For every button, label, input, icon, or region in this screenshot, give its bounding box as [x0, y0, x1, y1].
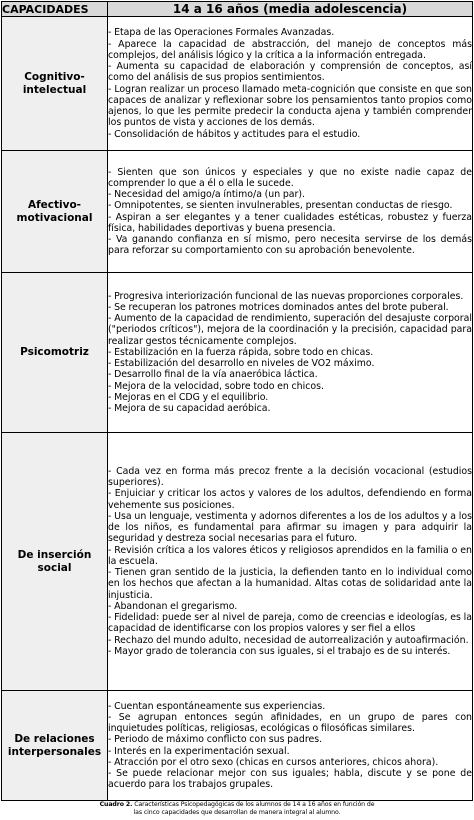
category-cell	[2, 17, 108, 151]
list-item: - Atracción por el otro sexo (chicas en cursos anteriores, chicos ahora).	[108, 756, 439, 768]
list-item: - Cada vez en forma más precoz frente a la decisión vocacional (estudios superiores).	[108, 465, 472, 489]
items-cell	[108, 17, 473, 151]
list-item: - Mejora de la velocidad, sobre todo en chicos.	[108, 380, 324, 392]
caption-text: Características Psicopedagógicas de los alumnos de 14 a 16 años en función de	[132, 801, 375, 808]
caption-text-line2: las cinco capacidades que desarrollan de manera integral al alumno.	[133, 809, 341, 816]
list-item: - Mejoras en el CDG y el equilibrio.	[108, 391, 269, 403]
caption-label: Cuadro 2.	[99, 801, 133, 808]
list-item: - Aparece la capacidad de abstracción, del manejo de conceptos más complejos, del análisis lógico y la crítica a la información entregada.	[108, 38, 472, 61]
table-row	[2, 273, 473, 433]
category-cell	[2, 151, 108, 273]
category-label: Afectivo- motivacional	[16, 198, 93, 224]
list-item: - Mejora de su capacidad aeróbica.	[108, 403, 271, 415]
list-item: - Consolidación de hábitos y actitudes para el estudio.	[108, 128, 361, 140]
header-capacidades: CAPACIDADES	[2, 2, 108, 17]
list-item: - Tienen gran sentido de la justicia, la defienden tanto en lo individual como en los hechos que afectan a la humanidad. Altas cotas de solidaridad ante la injusticia.	[108, 567, 472, 601]
table-row	[2, 151, 473, 273]
list-item: - Se recuperan los patrones motrices dominados antes del brote puberal.	[108, 301, 449, 313]
list-item: - Periodo de máximo conflicto con sus padres.	[108, 734, 323, 746]
list-item: - Cuentan espontáneamente sus experiencias.	[108, 700, 326, 712]
capacities-table	[1, 1, 473, 801]
items-cell	[108, 433, 473, 691]
list-item: - Se agrupan entonces según afinidades, en un grupo de pares con inquietudes políticas, religiosas, ecológicas o filosóficas similares.	[108, 711, 472, 734]
category-cell	[2, 273, 108, 433]
list-item: - Desarrollo final de la vía anaeróbica láctica.	[108, 369, 318, 381]
items-cell	[108, 151, 473, 273]
table-row	[2, 433, 473, 691]
list-item: - Usa un lenguaje, vestimenta y adornos diferentes a los de los adultos y a los de los niños, es fundamental para afirmar su imagen y para adquirir la seguridad y destreza social necesarias para el futuro.	[108, 510, 472, 545]
table-body	[2, 17, 473, 801]
category-label: De inserción social	[17, 548, 92, 574]
list-item: - Abandonan el gregarismo.	[108, 600, 238, 612]
list-item: - Va ganando confianza en sí mismo, pero necesita servirse de los demás para reforzar su comportamiento con su aprobación benevolente.	[108, 234, 472, 257]
table-caption	[0, 801, 474, 817]
list-item: - Aspiran a ser elegantes y a tener cualidades estéticas, robustez y fuerza física, habilidades deportivas y buena presencia.	[108, 211, 472, 234]
table-row	[2, 17, 473, 151]
list-item: - Estabilización en la fuerza rápida, sobre todo en chicas.	[108, 346, 374, 358]
list-item: - Interés en la experimentación sexual.	[108, 745, 290, 757]
table-row	[2, 691, 473, 801]
list-item: - Etapa de las Operaciones Formales Avanzadas.	[108, 27, 335, 39]
list-item: - Mayor grado de tolerancia con sus iguales, si el trabajo es de su interés.	[108, 645, 451, 657]
list-item: - Aumento de la capacidad de rendimiento, superación del desajuste corporal ("periodos críticos"), mejora de la coordinación y la precisión, capacidad para realizar gestos técnicamente complejos.	[108, 313, 472, 347]
items-cell	[108, 691, 473, 801]
list-item: - Sienten que son únicos y especiales y que no existe nadie capaz de comprender lo que a él o ella le sucede.	[108, 166, 472, 189]
category-cell	[2, 433, 108, 691]
list-item: - Fidelidad: puede ser al nivel de pareja, como de creencias e ideologías, es la capacidad de identificarse con los propios valores y ser fiel a ellos	[108, 612, 472, 635]
category-label: De relaciones interpersonales	[7, 732, 102, 758]
list-item: - Rechazo del mundo adulto, necesidad de autorrealización y autoafirmación.	[108, 634, 469, 646]
list-item: - Aumenta su capacidad de elaboración y comprensión de conceptos, así como del análisis de sus propios sentimientos.	[108, 61, 472, 84]
category-label: Cognitivo- intelectual	[22, 70, 87, 96]
list-item: - Estabilización del desarrollo en niveles de VO2 máximo.	[108, 358, 375, 370]
items-cell	[108, 273, 473, 433]
list-item: - Enjuiciar y criticar los actos y valores de los adultos, defendiendo en forma vehemente sus posiciones.	[108, 488, 472, 511]
table-header-row	[2, 2, 473, 17]
category-cell	[2, 691, 108, 801]
header-age-range: 14 a 16 años (media adolescencia)	[108, 2, 473, 17]
list-item: - Se puede relacionar mejor con sus iguales; habla, discute y se pone de acuerdo para los trabajos grupales.	[108, 768, 472, 791]
list-item: - Revisión crítica a los valores éticos y religiosos aprendidos en la familia o en la escuela.	[108, 544, 472, 567]
category-label: Psicomotriz	[20, 346, 89, 358]
list-item: - Progresiva interiorización funcional de las nuevas proporciones corporales.	[108, 290, 464, 302]
list-item: - Necesidad del amigo/a íntimo/a (un par).	[108, 189, 306, 200]
list-item: - Logran realizar un proceso llamado meta-cognición que consiste en que son capaces de analizar y reflexionar sobre los pensamientos tanto propios como ajenos, lo que les permite predecir la conducta ajena y también comprender los puntos de vista y acciones de los demás.	[108, 83, 472, 129]
list-item: - Omnipotentes, se sienten invulnerables, presentan conductas de riesgo.	[108, 200, 453, 212]
